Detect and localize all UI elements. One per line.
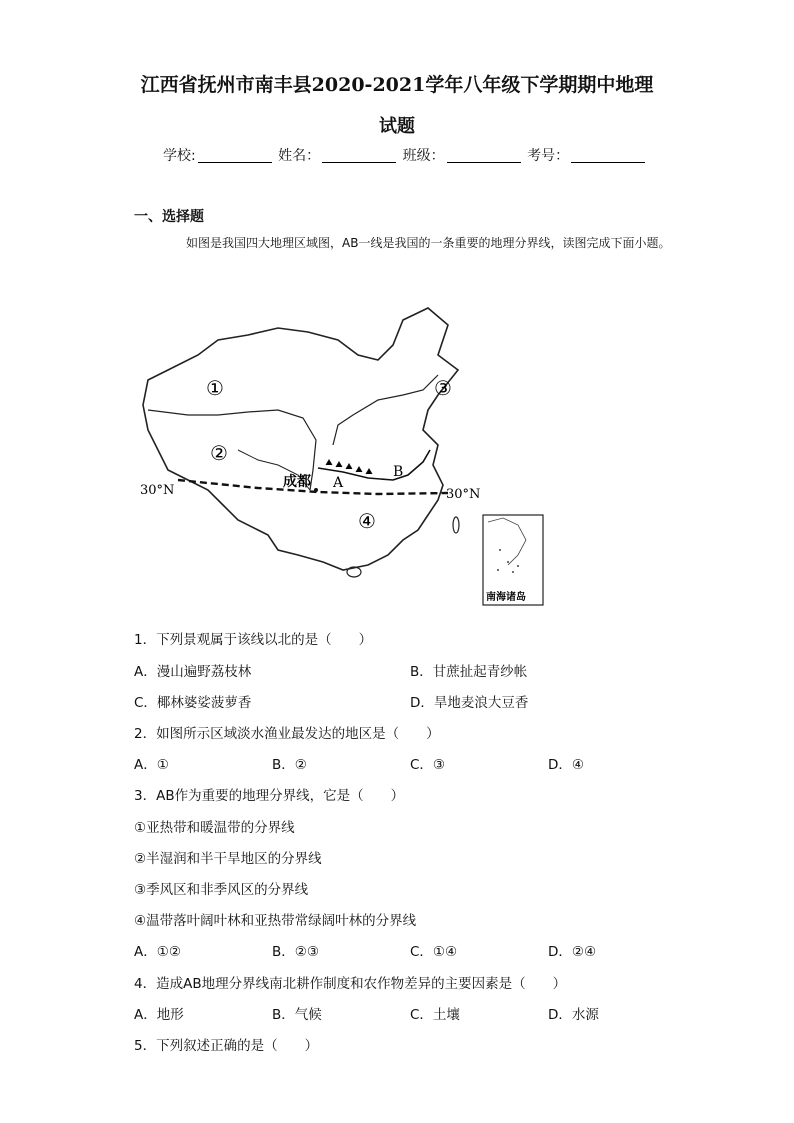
lat-label-right: 30°N [446,487,481,502]
q2-option-d[interactable]: D．④ [548,757,584,773]
q3-option-a[interactable]: A．①② [134,944,181,960]
question-1-stem: 1．下列景观属于该线以北的是（ ） [134,632,373,648]
q1-option-b[interactable]: B．甘蔗扯起青纱帐 [410,664,528,680]
q4-option-d[interactable]: D．水源 [548,1007,599,1023]
q2-option-c[interactable]: C．③ [410,757,446,773]
chengdu-point [314,488,318,492]
q3-option-c[interactable]: C．①④ [410,944,458,960]
ab-line-ticks [326,460,372,474]
section-intro: 如图是我国四大地理区域图，AB一线是我国的一条重要的地理分界线，读图完成下面小题。 [186,236,671,250]
question-5-stem: 5．下列叙述正确的是（ ） [134,1038,319,1054]
q4-option-a[interactable]: A．地形 [134,1007,184,1023]
inset-label: 南海诸岛 [486,592,526,603]
q1-option-c[interactable]: C．椰林婆娑菠萝香 [134,695,252,711]
q3-statement-2: ②半湿润和半干旱地区的分界线 [134,851,322,867]
chengdu-label: 成都 [283,474,311,490]
q3-option-b[interactable]: B．②③ [272,944,319,960]
school-blank[interactable] [198,148,272,163]
document-title-line2: 试题 [379,116,415,137]
china-outline [143,308,458,570]
name-blank[interactable] [322,148,396,163]
question-2-stem: 2．如图所示区域淡水渔业最发达的地区是（ ） [134,726,440,742]
inset-coast [488,518,526,565]
latitude-30n-line [178,480,448,494]
q3-option-d[interactable]: D．②④ [548,944,597,960]
point-a-label: A [333,475,344,491]
region-label-3: ③ [434,376,452,400]
q3-statement-3: ③季风区和非季风区的分界线 [134,882,309,898]
q2-option-a[interactable]: A．① [134,757,169,773]
q3-statement-4: ④温带落叶阔叶林和亚热带常绿阔叶林的分界线 [134,913,417,929]
taiwan-island [453,517,459,533]
q4-option-b[interactable]: B．气候 [272,1007,322,1023]
china-regions-map [138,300,558,610]
student-info-line [163,145,647,165]
school-label: 学校: [163,148,196,164]
document-title-line1: 江西省抚州市南丰县2020-2021学年八年级下学期期中地理 [140,74,654,96]
section-heading: 一、选择题 [134,209,204,225]
q4-option-c[interactable]: C．土壤 [410,1007,460,1023]
exam-no-label: 考号： [527,148,570,164]
question-3-stem: 3．AB作为重要的地理分界线，它是（ ） [134,788,405,804]
class-blank[interactable] [447,148,521,163]
region-label-4: ④ [358,509,376,533]
name-label: 姓名： [278,148,321,164]
q2-option-b[interactable]: B．② [272,757,307,773]
region-3-boundary [333,375,438,445]
q1-option-d[interactable]: D．旱地麦浪大豆香 [410,695,529,711]
lat-label-left: 30°N [140,483,175,498]
q1-option-a[interactable]: A．漫山遍野荔枝林 [134,664,252,680]
inset-islands [497,549,519,573]
point-b-label: B [393,464,404,480]
exam-no-blank[interactable] [571,148,645,163]
region-label-1: ① [206,376,224,400]
class-label: 班级： [402,148,445,164]
question-4-stem: 4．造成AB地理分界线南北耕作制度和农作物差异的主要因素是（ ） [134,976,567,992]
q3-statement-1: ①亚热带和暖温带的分界线 [134,820,295,836]
region-label-2: ② [210,441,228,465]
